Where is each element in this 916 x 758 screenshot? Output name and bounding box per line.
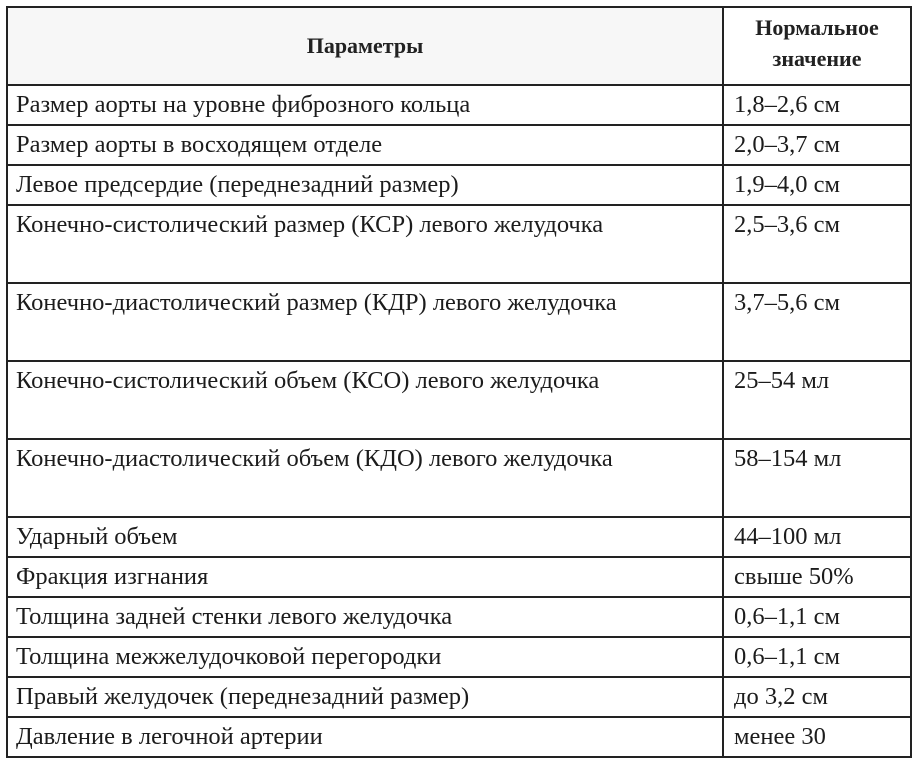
header-normal-value: Нормальное значение [723, 7, 911, 85]
table-row [7, 597, 911, 637]
table-row [7, 125, 911, 165]
value-cell: 3,7–5,6 см [723, 283, 911, 361]
value-cell: 58–154 мл [723, 439, 911, 517]
parameter-cell: Конечно-диастолический размер (КДР) левого желудочка [7, 283, 723, 361]
parameter-cell: Размер аорты на уровне фиброзного кольца [7, 85, 723, 125]
table-row [7, 517, 911, 557]
table-row [7, 439, 911, 517]
parameter-cell: Размер аорты в восходящем отделе [7, 125, 723, 165]
table-row [7, 283, 911, 361]
parameter-cell: Ударный объем [7, 517, 723, 557]
table-row [7, 557, 911, 597]
parameter-cell: Левое предсердие (переднезадний размер) [7, 165, 723, 205]
table-row [7, 85, 911, 125]
echocardiography-norms-table [6, 6, 912, 758]
value-cell: 44–100 мл [723, 517, 911, 557]
value-cell: свыше 50% [723, 557, 911, 597]
value-cell: 1,8–2,6 см [723, 85, 911, 125]
value-cell: 0,6–1,1 см [723, 637, 911, 677]
parameter-cell: Фракция изгнания [7, 557, 723, 597]
parameter-cell: Давление в легочной артерии [7, 717, 723, 757]
parameter-cell: Конечно-систолический размер (КСР) левого желудочка [7, 205, 723, 283]
table-row [7, 165, 911, 205]
value-cell: 2,5–3,6 см [723, 205, 911, 283]
parameter-cell: Толщина задней стенки левого желудочка [7, 597, 723, 637]
table-row [7, 637, 911, 677]
parameter-cell: Конечно-диастолический объем (КДО) левого желудочка [7, 439, 723, 517]
header-parameters: Параметры [7, 7, 723, 85]
value-cell: 0,6–1,1 см [723, 597, 911, 637]
value-cell: 1,9–4,0 см [723, 165, 911, 205]
table-row [7, 717, 911, 757]
value-cell: 2,0–3,7 см [723, 125, 911, 165]
parameter-cell: Толщина межжелудочковой перегородки [7, 637, 723, 677]
value-cell: менее 30 [723, 717, 911, 757]
table-header-row [7, 7, 911, 85]
table-row [7, 361, 911, 439]
table-row [7, 205, 911, 283]
parameter-cell: Правый желудочек (переднезадний размер) [7, 677, 723, 717]
table-row [7, 677, 911, 717]
value-cell: до 3,2 см [723, 677, 911, 717]
value-cell: 25–54 мл [723, 361, 911, 439]
reference-table-container [6, 6, 910, 758]
parameter-cell: Конечно-систолический объем (КСО) левого желудочка [7, 361, 723, 439]
